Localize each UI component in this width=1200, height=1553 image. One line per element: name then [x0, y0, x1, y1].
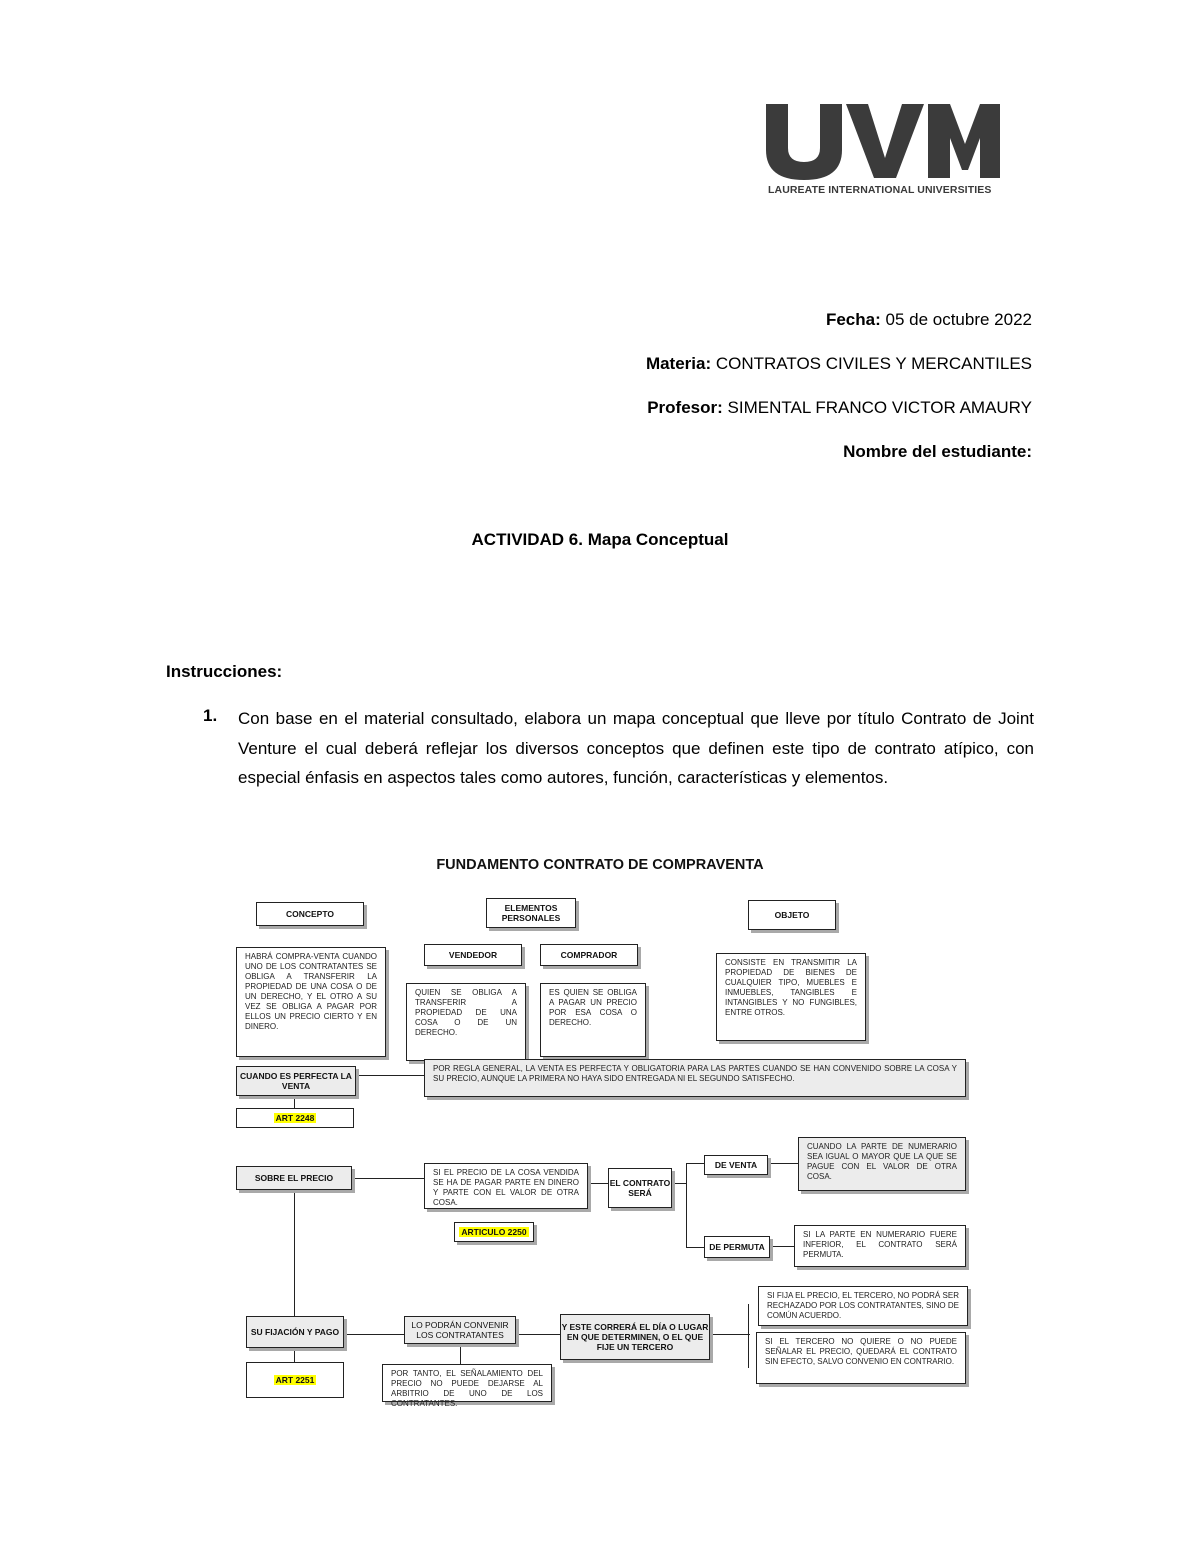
map-art2251-box	[246, 1362, 344, 1398]
map-vendedor-text: QUIEN SE OBLIGA A TRANSFERIR A PROPIEDAD DE UNA COSA O DE UN DERECHO.	[406, 983, 526, 1061]
map-de-permuta: DE PERMUTA	[704, 1236, 770, 1258]
activity-title: ACTIVIDAD 6. Mapa Conceptual	[471, 530, 729, 549]
map-art2248-box	[236, 1108, 354, 1128]
map-precio-text: SI EL PRECIO DE LA COSA VENDIDA SE HA DE PAGAR PARTE EN DINERO Y PARTE CON EL VALOR DE OTRA COSA.	[424, 1163, 588, 1209]
map-comprador-text: ES QUIEN SE OBLIGA A PAGAR UN PRECIO POR ESA COSA O DERECHO.	[540, 983, 646, 1057]
map-art2248: ART 2248	[275, 1113, 315, 1123]
materia-label: Materia:	[645, 354, 712, 373]
map-concepto: CONCEPTO	[256, 902, 364, 926]
profesor-value: SIMENTAL FRANCO VICTOR AMAURY	[722, 398, 1032, 417]
connector	[460, 1344, 461, 1364]
connector	[294, 1190, 295, 1316]
instructions-number: 1.	[203, 706, 218, 725]
connector	[672, 1183, 686, 1184]
map-comprador: COMPRADOR	[540, 944, 638, 966]
map-objeto: OBJETO	[748, 900, 836, 930]
connector	[588, 1183, 608, 1184]
map-convenir: LO PODRÁN CONVENIR LOS CONTRATANTES	[404, 1316, 516, 1344]
estudiante-label: Nombre del estudiante:	[843, 442, 1032, 461]
connector	[768, 1246, 794, 1247]
map-fija-text: SI FIJA EL PRECIO, EL TERCERO, NO PODRÁ SER RECHAZADO POR LOS CONTRATANTES, SINO DE COMÚN ACUERDO.	[758, 1286, 968, 1326]
map-de-venta: DE VENTA	[704, 1155, 768, 1175]
connector	[768, 1163, 798, 1164]
map-title: FUNDAMENTO CONTRATO DE COMPRAVENTA	[436, 857, 764, 873]
connector	[686, 1163, 687, 1247]
fecha-label: Fecha:	[825, 310, 881, 329]
map-art2251: ART 2251	[275, 1375, 315, 1385]
fecha-value: 05 de octubre 2022	[880, 310, 1032, 329]
instructions-text: Con base en el material consultado, elabora un mapa conceptual que lleve por título Contrato de Joint Venture el cual deberá reflejar los diversos conceptos que definen este tipo de contrato atípico, con especial énfasis en aspectos tales como autores, función, características y elementos.	[238, 709, 1034, 787]
map-tanto-text: POR TANTO, EL SEÑALAMIENTO DEL PRECIO NO PUEDE DEJARSE AL ARBITRIO DE UNO DE LOS CONTRATANTES.	[382, 1364, 552, 1402]
map-no-quiere-text: SI EL TERCERO NO QUIERE O NO PUEDE SEÑALAR EL PRECIO, QUEDARÁ EL CONTRATO SIN EFECTO, SALVO CONVENIO EN CONTRARIO.	[756, 1332, 966, 1384]
materia-field	[646, 354, 1032, 374]
map-elementos: ELEMENTOS PERSONALES	[486, 898, 576, 928]
map-vendedor: VENDEDOR	[424, 944, 522, 966]
map-de-permuta-text: SI LA PARTE EN NUMERARIO FUERE INFERIOR, EL CONTRATO SERÁ PERMUTA.	[794, 1225, 966, 1267]
map-perfecta: CUANDO ES PERFECTA LA VENTA	[236, 1066, 356, 1096]
map-perfecta-text: POR REGLA GENERAL, LA VENTA ES PERFECTA Y OBLIGATORIA PARA LAS PARTES CUANDO SE HAN CONVENIDO SOBRE LA COSA Y SU PRECIO, AUNQUE LA PRIMERA NO HAYA SIDO ENTREGADA NI EL SEGUNDO SATISFECHO.	[424, 1059, 966, 1097]
connector	[710, 1334, 750, 1335]
map-fijacion: SU FIJACIÓN Y PAGO	[246, 1316, 344, 1348]
materia-value: CONTRATOS CIVILES Y MERCANTILES	[711, 354, 1032, 373]
map-contrato-sera: EL CONTRATO SERÁ	[608, 1168, 672, 1208]
connector	[294, 1348, 295, 1362]
connector	[294, 1096, 295, 1108]
connector	[516, 1334, 560, 1335]
estudiante-field	[843, 442, 1032, 462]
connector	[352, 1178, 424, 1179]
map-de-venta-text: CUANDO LA PARTE DE NUMERARIO SEA IGUAL O MAYOR QUE LA QUE SE PAGUE CON EL VALOR DE OTRA COSA.	[798, 1137, 966, 1191]
profesor-label: Profesor:	[647, 398, 723, 417]
map-art2250: ARTICULO 2250	[461, 1227, 527, 1237]
connector	[748, 1304, 749, 1368]
fecha-field	[826, 310, 1032, 330]
uvm-logo	[762, 100, 1002, 182]
instructions-heading: Instrucciones:	[166, 662, 283, 681]
map-objeto-text: CONSISTE EN TRANSMITIR LA PROPIEDAD DE BIENES DE CUALQUIER TIPO, MUEBLES E INMUEBLES, TANGIBLES E INTANGIBLES Y NO FUNGIBLES, ENTRE OTROS.	[716, 953, 866, 1041]
connector	[344, 1334, 404, 1335]
map-precio: SOBRE EL PRECIO	[236, 1166, 352, 1190]
connector	[356, 1075, 424, 1076]
profesor-field	[647, 398, 1032, 418]
connector	[686, 1247, 704, 1248]
connector	[686, 1163, 704, 1164]
map-art2250-box	[454, 1222, 534, 1242]
map-tercero: Y ESTE CORRERÁ EL DÍA O LUGAR EN QUE DETERMINEN, O EL QUE FIJE UN TERCERO	[560, 1314, 710, 1360]
map-concepto-text: HABRÁ COMPRA-VENTA CUANDO UNO DE LOS CONTRATANTES SE OBLIGA A TRANSFERIR LA PROPIEDAD DE UNA COSA O DE UN DERECHO, Y EL OTRO A SU VEZ SE OBLIGA A PAGAR POR ELLOS UN PRECIO CIERTO Y EN DINERO.	[236, 947, 386, 1057]
logo-subtitle: LAUREATE INTERNATIONAL UNIVERSITIES	[768, 184, 992, 196]
